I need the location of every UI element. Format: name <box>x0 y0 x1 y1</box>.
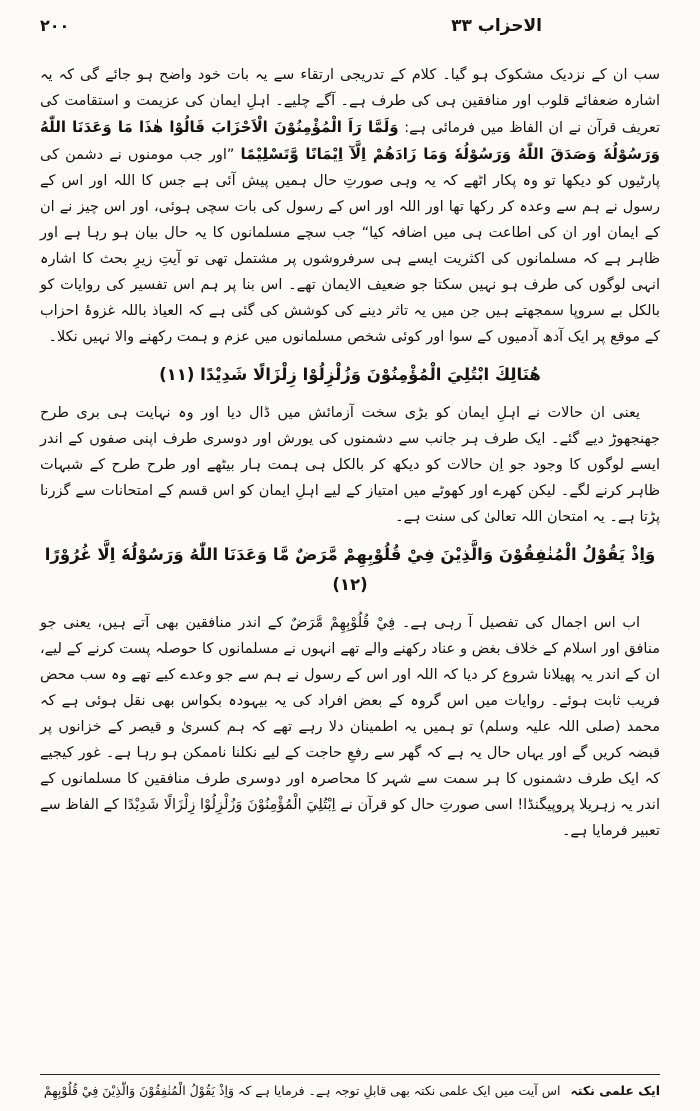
paragraph-3: اب اس اجمال کی تفصیل آ رہی ہے۔ فِيْ قُلُوْبِهِمْ مَّرَضٌ کے اندر منافقین بھی آتے ہیں، یعنی جو منافق اور اسلام کے خلاف بغض و عناد رکھنے والے تھے انہوں نے مسلمانوں کا حوصلہ پست کرنے کے لیے، ان کے اندر یہ پھیلانا شروع کر دیا کہ اللہ اور اس کے رسول نے ہم سے جو وعدے کیے تھے وہ سب محض فریب ثابت ہوئے۔ روایات میں اس گروہ کے بعض افراد کی یہ بیہودہ بکواس بھی نقل ہوئی ہے کہ محمد (صلی اللہ علیہ وسلم) تو ہمیں یہ اطمینان دلا رہے تھے کہ ہم کسریٰ و قیصر کے خزانوں پر قبضہ کریں گے اور یہاں حال یہ ہے کہ گھر سے رفعِ حاجت کے لیے نکلنا ناممکن ہو رہا ہے۔ غور کیجیے کہ ایک طرف دشمنوں کا ہر سمت سے شہر کا محاصرہ اور دوسری طرف منافقین کا مسلمانوں کے اندر یہ زہریلا پروپیگنڈا! اسی صورتِ حال کو قرآن نے اِبْتُلِيَ الْمُؤْمِنُوْنَ وَزُلْزِلُوْا زِلْزَالًا شَدِيْدًا کے الفاظ سے تعبیر فرمایا ہے۔ <box>40 615 660 839</box>
page-title: الاحزاب ۳۳ <box>451 16 542 36</box>
paragraph-1-inline-verse: وَلَمَّا رَاَ الْمُؤْمِنُوْنَ الْاَحْزَابَ قَالُوْا هٰذَا مَا وَعَدَنَا اللّٰهُ وَرَسُوْلُهٗ وَصَدَقَ اللّٰهُ وَرَسُوْلُهٗ وَمَا زَادَهُمْ اِلَّآ اِيْمَانًا وَّتَسْلِيْمًا <box>40 118 660 163</box>
paragraph-1-pre: سب ان کے نزدیک مشکوک ہو گیا۔ کلام کے تدریجی ارتقاء سے یہ بات خود واضح ہو جائے گی کہ یہ اشارہ ضعفائے قلوب اور منافقین ہی کی طرف ہے۔ آگے چلیے۔ اہلِ ایمان کی عزیمت و استقامت کی تعریف قرآن نے ان الفاظ میں فرمائی ہے: <box>40 67 660 136</box>
footnote-text: اس آیت میں ایک علمی نکتہ بھی قابلِ توجہ ہے۔ فرمایا ہے کہ وَاِذْ يَقُوْلُ الْمُنٰفِقُوْنَ وَالَّذِيْنَ فِيْ قُلُوْبِهِمْ <box>43 1083 561 1098</box>
page-number: ۲۰۰ <box>40 16 70 35</box>
page-header <box>40 16 660 46</box>
footnote-margin-label: ایک علمی نکتہ <box>570 1083 660 1098</box>
paragraph-1-post: ”اور جب مومنوں نے دشمن کی پارٹیوں کو دیکھا تو وہ پکار اٹھے کہ یہ وہی صورتِ حال ہمیں پیش آئی ہے جس کا اللہ اور اس کے رسول نے ہم سے وعدہ کر رکھا تھا اور اللہ اور اس کے رسول کی بات سچی ہوئی، اور اس چیز نے ان کے ایمان اور ان کی اطاعت ہی میں اضافہ کیا“ جب سچے مسلمانوں کا یہ حال بیان ہو رہا ہے اور ظاہر ہے کہ مسلمانوں کی اکثریت ایسے ہی سرفروشوں پر مشتمل تھی تو آیتِ زیرِ بحث کا اشارہ انہی لوگوں کی طرف ہو نہیں سکتا جو ضعیف الایمان تھے۔ اس بنا پر ہم اس تفسیر کی روایات کو بالکل بے سروپا سمجھتے ہیں جن میں یہ تاثر دینے کی کوشش کی گئی ہے کہ العیاذ باللہ غزوۂ احزاب کے موقع پر ایک آدھ آدمیوں کے سوا اور کوئی شخص مسلمانوں میں عزم و ہمت رکھنے والا نہیں نکلا۔ <box>40 147 660 345</box>
paragraph-1 <box>40 62 660 350</box>
footnote <box>40 1081 660 1101</box>
paragraph-2: یعنی ان حالات نے اہلِ ایمان کو بڑی سخت آزمائش میں ڈال دیا اور وہ نہایت ہی بری طرح جھنجھوڑ دیے گئے۔ ایک طرف ہر جانب سے دشمنوں کی یورش اور دوسری طرف اپنی صفوں کے اندر ایسے لوگوں کا وجود جو اِن حالات کو دیکھ کر بالکل ہی ہمت ہار بیٹھے اور طرح طرح کے شبہات ظاہر کرنے لگے۔ لیکن کھرے اور کھوٹے میں امتیاز کے لیے اہلِ ایمان کو اس قسم کے امتحانات سے گزرنا پڑتا ہے۔ یہ امتحان اللہ تعالیٰ کی سنت ہے۔ <box>40 405 660 525</box>
verse-line-12: وَاِذْ يَقُوْلُ الْمُنٰفِقُوْنَ وَالَّذِيْنَ فِيْ قُلُوْبِهِمْ مَّرَضٌ مَّا وَعَدَنَا اللّٰهُ وَرَسُوْلُهٗ اِلَّا غُرُوْرًا (۱۲) <box>44 545 656 594</box>
verse-line-11: هُنَالِكَ ابْتُلِيَ الْمُؤْمِنُوْنَ وَزُلْزِلُوْا زِلْزَالًا شَدِيْدًا (۱۱) <box>159 365 541 384</box>
page-body <box>40 62 660 844</box>
footnote-area <box>40 1074 660 1101</box>
footnote-divider <box>40 1074 660 1075</box>
